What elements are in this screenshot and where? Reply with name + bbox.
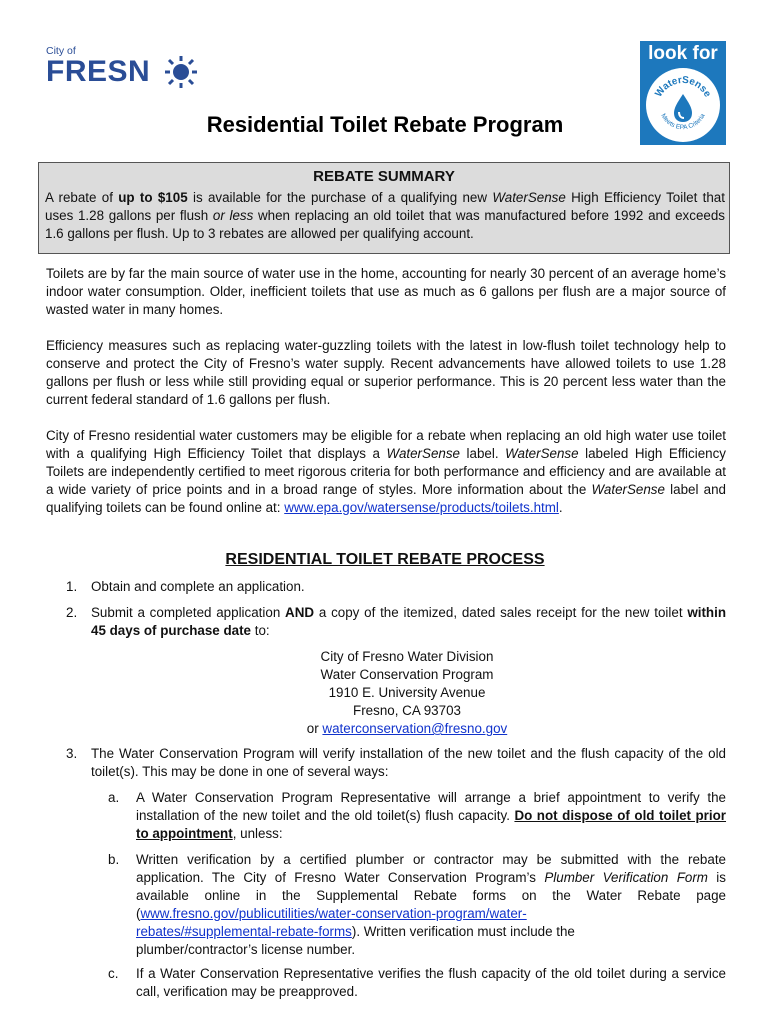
- paragraph-efficiency-measures: Efficiency measures such as replacing water-guzzling toilets with the latest in low-flush toilet technology help to conserve and protect the City of Fresno’s water supply. Recent advancements have allowed toilets to use 1.28 gallons per flush or less while still providing equal or superior performance. This is 20 percent less water than the current federal standard of 1.6 gallons per flush.: [46, 338, 726, 407]
- badge-look-for: look for: [648, 43, 718, 64]
- mailing-address: City of Fresno Water Division Water Conservation Program 1910 E. University Avenue Fresno, CA 93703 or waterconservation@fresno.gov: [0, 648, 770, 738]
- paragraph-eligibility: City of Fresno residential water customers may be eligible for a rebate when replacing an old high water use toilet with a qualifying High Efficiency Toilet that displays a WaterSense label. WaterSense labeled High Efficiency Toilets are independently certified to meet rigorous criteria for both performance and efficiency and are available at a wide variety of price points and in a broad range of styles. More information about the WaterSense label and qualifying toilets can be found online at: www.epa.gov/watersense/products/toilets.html.: [46, 428, 726, 515]
- verification-option-a: a. A Water Conservation Program Representative will arrange a brief appointment to verify the installation of the new toilet and the old toilet(s) flush capacity. Do not dispose of old toilet prior to appointment, unless:: [108, 790, 727, 841]
- rebate-forms-link[interactable]: www.fresno.gov/publicutilities/water-conservation-program/water- rebates/#supplemental-rebate-forms: [136, 906, 527, 939]
- address-line-4: Fresno, CA 93703: [353, 703, 461, 718]
- process-step-3: 3. The Water Conservation Program will verify installation of the new toilet and the flush capacity of the old toilet(s). This may be done in one of several ways:: [66, 746, 726, 779]
- city-of-fresno-logo: [46, 42, 198, 92]
- process-step-2: 2. Submit a completed application AND a copy of the itemized, dated sales receipt for the new toilet within 45 days of purchase date to:: [66, 605, 727, 638]
- badge-brand: WaterSense: [653, 74, 713, 100]
- logo-fresno-wordmark: FRESN: [46, 55, 151, 88]
- process-step-1: 1. Obtain and complete an application.: [66, 579, 305, 594]
- address-line-2: Water Conservation Program: [320, 667, 494, 682]
- logo-city-of-text: City of: [46, 45, 76, 57]
- address-line-1: City of Fresno Water Division: [320, 649, 494, 664]
- page-title: Residential Toilet Rebate Program: [206, 112, 564, 137]
- paragraph-toilet-water-use: Toilets are by far the main source of water use in the home, accounting for nearly 30 percent of an average home’s indoor water consumption. Older, inefficient toilets that use as much as 6 gallons per flush are a major source of wasted water in many homes.: [46, 266, 726, 317]
- verification-option-b: b. Written verification by a certified plumber or contractor may be submitted with the rebate application. The City of Fresno Water Conservation Program’s Plumber Verification Form is available online in the Supplemental Rebate forms on the Water Rebate page (www.fresno.gov/publicutilities/water-conservation-program/water- rebates/#supplemental-rebate-forms). Written verification must include the plumber/contractor’s license number.: [108, 852, 726, 957]
- epa-watersense-link[interactable]: www.epa.gov/watersense/products/toilets.html: [284, 500, 559, 515]
- process-heading: RESIDENTIAL TOILET REBATE PROCESS: [225, 551, 545, 568]
- sun-icon: [164, 55, 198, 89]
- rebate-summary-heading: REBATE SUMMARY: [313, 168, 455, 185]
- rebate-summary-text: A rebate of up to $105 is available for the purchase of a qualifying new WaterSense High Efficiency Toilet that uses 1.28 gallons per flush or less when replacing an old toilet that was manufactured before 1992 and exceeds 1.6 gallons per flush. Up to 3 rebates are allowed per qualifying account.: [45, 190, 725, 241]
- verification-option-c: c. If a Water Conservation Representative verifies the flush capacity of the old toilet during a service call, verification may be preapproved.: [108, 966, 726, 999]
- rebate-summary-box: [38, 162, 730, 254]
- badge-tagline: Meets EPA Criteria: [659, 112, 707, 132]
- address-line-3: 1910 E. University Avenue: [328, 685, 486, 700]
- email-link[interactable]: waterconservation@fresno.gov: [322, 721, 508, 736]
